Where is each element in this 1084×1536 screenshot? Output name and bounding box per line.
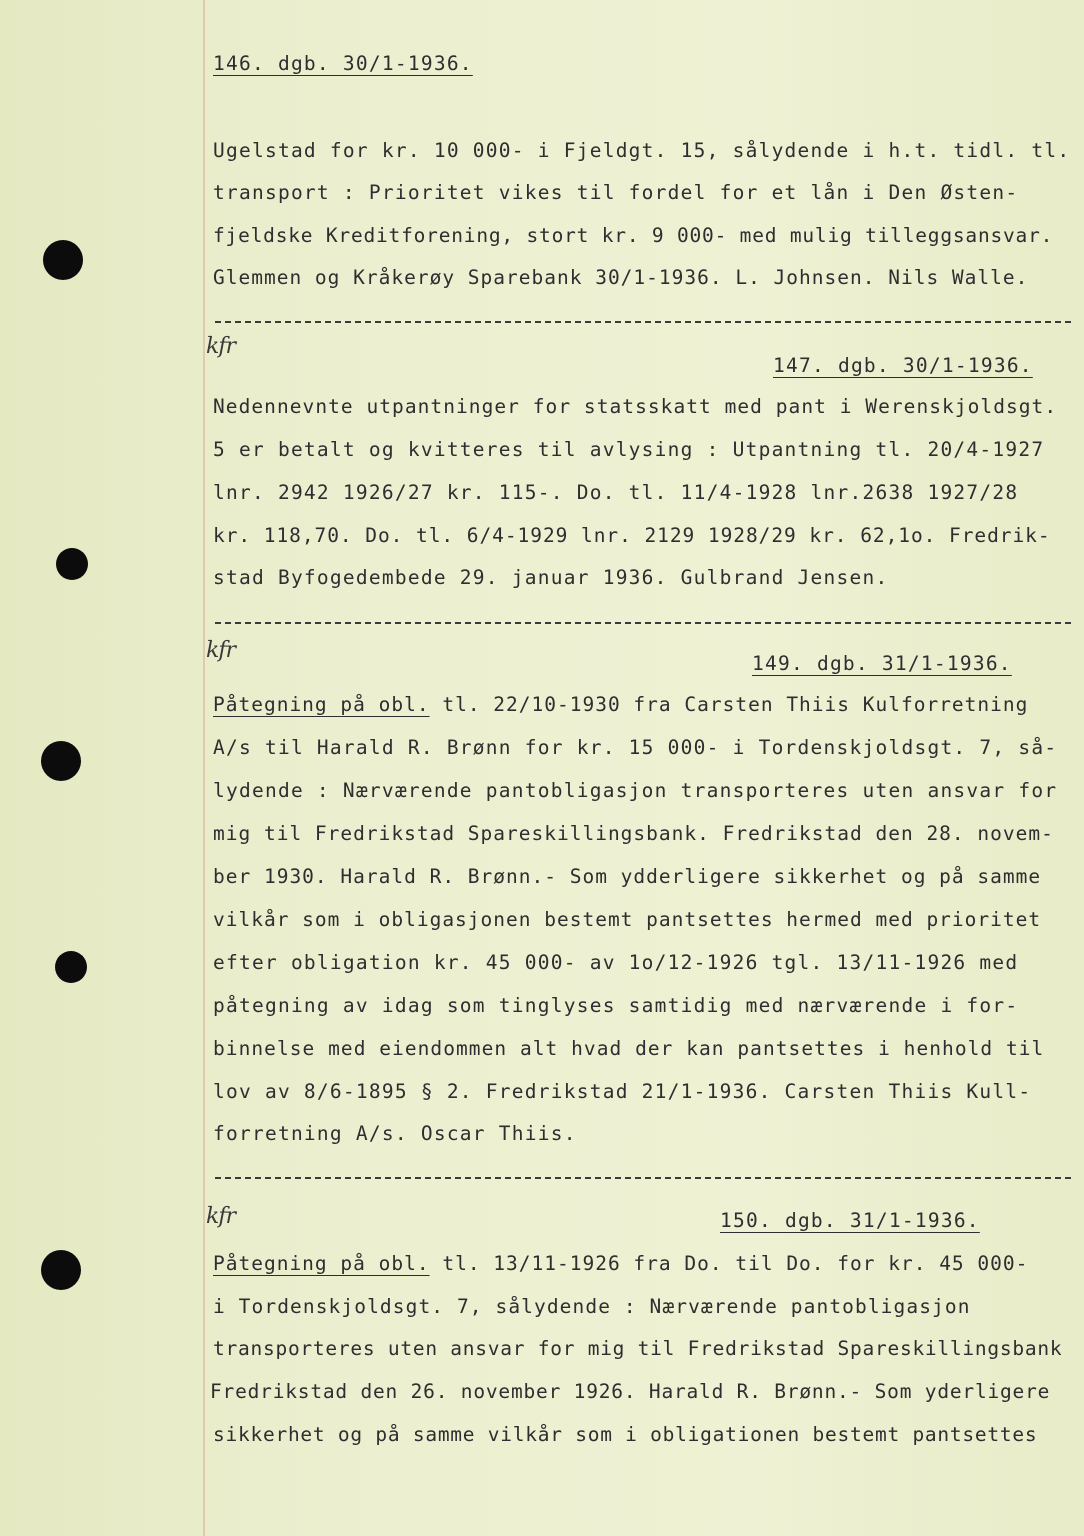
text-line: lnr. 2942 1926/27 kr. 115-. Do. tl. 11/4-1928 lnr.2638 1927/28: [213, 481, 1019, 504]
text-line: lov av 8/6-1895 § 2. Fredrikstad 21/1-1936. Carsten Thiis Kull-: [213, 1080, 1032, 1103]
text-line: i Tordenskjoldsgt. 7, sålydende : Nærværende pantobligasjon: [213, 1295, 971, 1318]
text-line: Fredrikstad den 26. november 1926. Harald R. Brønn.- Som yderligere: [210, 1380, 1051, 1403]
text-span: tl. 22/10-1930 fra Carsten Thiis Kulforretning: [429, 693, 1029, 716]
margin-note: kfr: [206, 638, 235, 663]
text-line: [213, 693, 1028, 717]
text-line: efter obligation kr. 45 000- av 1o/12-1926 tgl. 13/11-1926 med: [213, 951, 1019, 974]
margin-rule: [203, 0, 205, 1536]
punch-hole: [55, 951, 87, 983]
punch-hole: [56, 548, 88, 580]
text-line: lydende : Nærværende pantobligasjon transporteres uten ansvar for: [213, 779, 1058, 802]
text-line: vilkår som i obligasjonen bestemt pantsettes hermed med prioritet: [213, 908, 1042, 931]
text-line: fjeldske Kreditforening, stort kr. 9 000- med mulig tilleggsansvar.: [213, 224, 1054, 247]
text-line: ber 1930. Harald R. Brønn.- Som ydderligere sikkerhet og på samme: [213, 865, 1042, 888]
text-line: Glemmen og Kråkerøy Sparebank 30/1-1936. L. Johnsen. Nils Walle.: [213, 266, 1029, 289]
punch-hole: [43, 240, 83, 280]
text-line: påtegning av idag som tinglyses samtidig med nærværende i for-: [213, 994, 1019, 1017]
entry-heading: 146. dgb. 30/1-1936.: [213, 52, 473, 75]
text-line: Nedennevnte utpantninger for statsskatt med pant i Werenskjoldsgt.: [213, 395, 1058, 418]
text-line: 5 er betalt og kvitteres til avlysing : Utpantning tl. 20/4-1927: [213, 438, 1045, 461]
text-line: stad Byfogedembede 29. januar 1936. Gulbrand Jensen.: [213, 566, 889, 589]
text-line: [213, 1252, 1028, 1276]
text-line: A/s til Harald R. Brønn for kr. 15 000- i Tordenskjoldsgt. 7, så-: [213, 736, 1058, 759]
text-line: forretning A/s. Oscar Thiis.: [213, 1122, 577, 1145]
separator-line: [215, 1177, 1071, 1179]
text-line: transport : Prioritet vikes til fordel for et lån i Den Østen-: [213, 181, 1019, 204]
text-line: sikkerhet og på samme vilkår som i obligationen bestemt pantsettes: [213, 1423, 1038, 1446]
entry-heading: 149. dgb. 31/1-1936.: [752, 652, 1012, 675]
text-line: transporteres uten ansvar for mig til Fredrikstad Spareskillingsbank: [213, 1337, 1063, 1360]
punch-hole: [41, 741, 81, 781]
text-line: kr. 118,70. Do. tl. 6/4-1929 lnr. 2129 1928/29 kr. 62,1o. Fredrik-: [213, 524, 1051, 547]
lead-text: Påtegning på obl.: [213, 1252, 430, 1275]
text-line: Ugelstad for kr. 10 000- i Fjeldgt. 15, sålydende i h.t. tidl. tl.: [213, 139, 1071, 162]
punch-hole: [41, 1250, 81, 1290]
margin-note: kfr: [206, 1204, 235, 1229]
separator-line: [215, 321, 1071, 323]
separator-line: [215, 622, 1071, 624]
text-line: binnelse med eiendommen alt hvad der kan pantsettes i henhold til: [213, 1037, 1045, 1060]
text-line: mig til Fredrikstad Spareskillingsbank. Fredrikstad den 28. novem-: [213, 822, 1054, 845]
text-span: tl. 13/11-1926 fra Do. til Do. for kr. 45 000-: [429, 1252, 1029, 1275]
entry-heading: 150. dgb. 31/1-1936.: [720, 1209, 980, 1232]
margin-note: kfr: [206, 334, 235, 359]
lead-text: Påtegning på obl.: [213, 693, 430, 716]
entry-heading: 147. dgb. 30/1-1936.: [773, 354, 1033, 377]
